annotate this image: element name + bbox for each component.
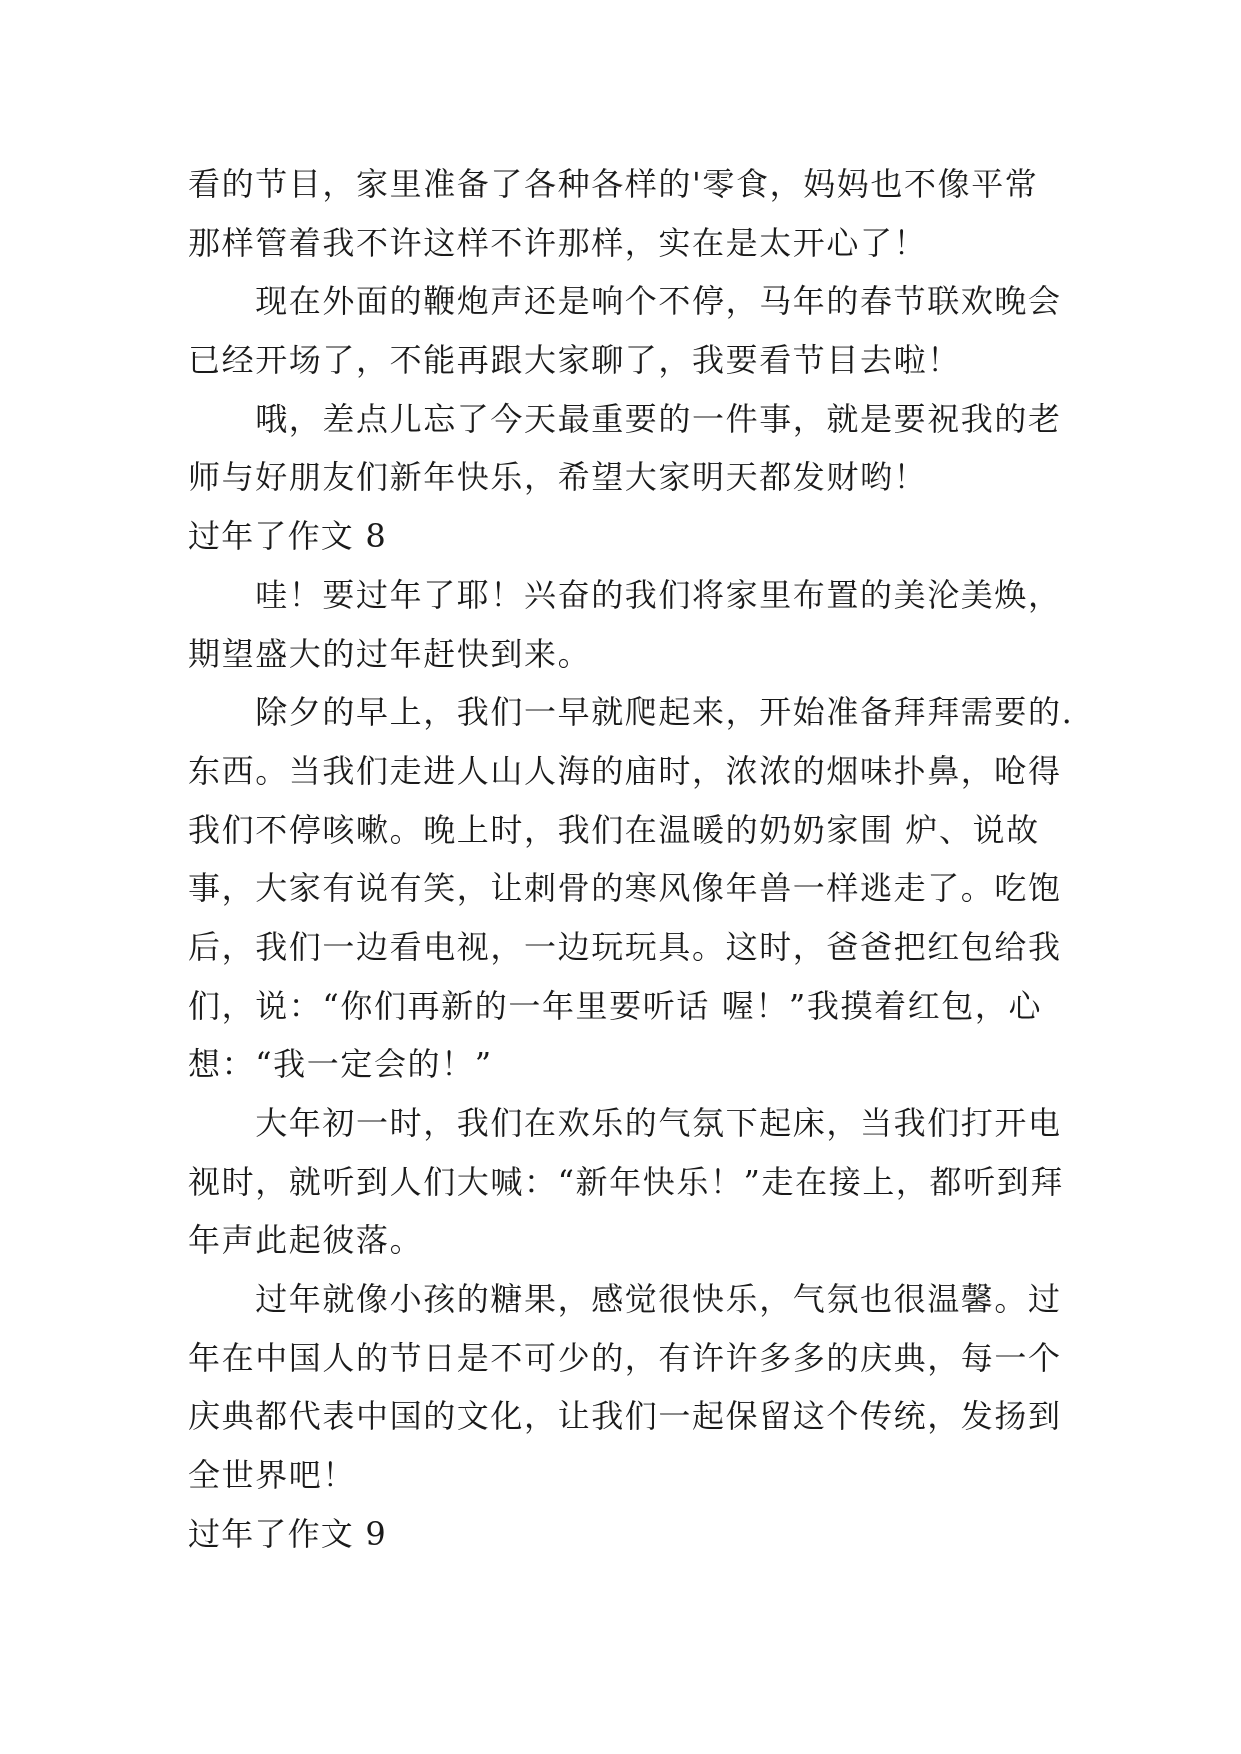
text-line: 视时，就听到人们大喊：“新年快乐！”走在接上，都听到拜 (188, 1162, 1064, 1201)
text-line: 们，说：“你们再新的一年里要听话 喔！”我摸着红包，心 (188, 986, 1043, 1025)
text-line: 哇！要过年了耶！兴奋的我们将家里布置的美沦美焕， (188, 575, 1062, 614)
text-line: 东西。当我们走进人山人海的庙时，浓浓的烟味扑鼻，呛得 (188, 751, 1062, 790)
text-line: 期望盛大的过年赶快到来。 (188, 634, 592, 673)
text-line: 年声此起彼落。 (188, 1221, 424, 1260)
text-line: 那样管着我不许这样不许那样，实在是太开心了！ (188, 223, 928, 262)
text-line: 现在外面的鞭炮声还是响个不停，马年的春节联欢晚会 (188, 282, 1062, 321)
text-line: 大年初一时，我们在欢乐的气氛下起床，当我们打开电 (188, 1104, 1062, 1142)
text-line: 庆典都代表中国的文化，让我们一起保留这个传统，发扬到 (188, 1397, 1062, 1436)
essay-text (188, 155, 1074, 1564)
text-line: 过年就像小孩的糖果，感觉很快乐，气氛也很温馨。过 (188, 1280, 1062, 1319)
text-line: 年在中国人的节日是不可少的，有许许多多的庆典，每一个 (188, 1338, 1062, 1377)
text-line: 全世界吧！ (188, 1456, 357, 1495)
text-line: 我们不停咳嗽。晚上时，我们在温暖的奶奶家围 炉、说故 (188, 810, 1040, 849)
text-line: 哦，差点儿忘了今天最重要的一件事，就是要祝我的老 (188, 399, 1062, 438)
essay-heading: 过年了作文 8 (188, 517, 387, 556)
essay-heading: 过年了作文 9 (188, 1514, 387, 1553)
text-line: 想：“我一定会的！” (188, 1045, 493, 1084)
text-line: 后，我们一边看电视，一边玩玩具。这时，爸爸把红包给我 (188, 927, 1062, 966)
text-line: 除夕的早上，我们一早就爬起来，开始准备拜拜需要的. (188, 693, 1074, 732)
text-line: 看的节目，家里准备了各种各样的'零食，妈妈也不像平常 (188, 165, 1039, 203)
text-line: 师与好朋友们新年快乐，希望大家明天都发财哟！ (188, 458, 928, 497)
text-line: 事，大家有说有笑，让刺骨的寒风像年兽一样逃走了。吃饱 (188, 869, 1062, 908)
text-line: 已经开场了，不能再跟大家聊了，我要看节目去啦！ (188, 341, 961, 380)
